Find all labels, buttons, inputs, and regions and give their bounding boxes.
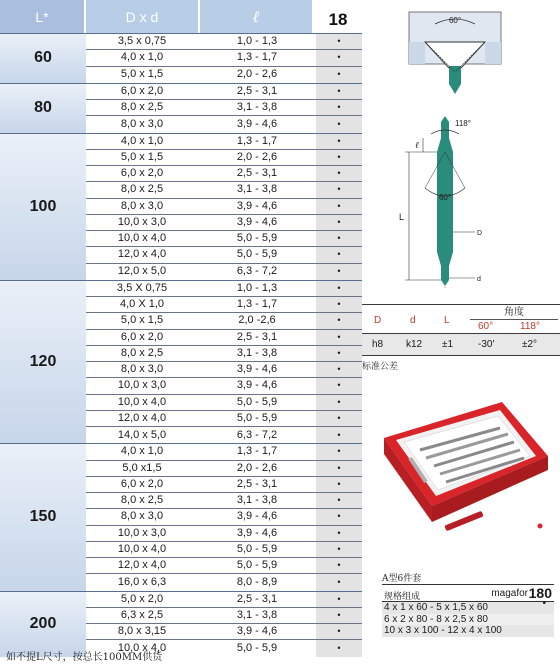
header-ell: ℓ [200, 0, 312, 33]
ell-cell: 2,5 - 3,1 [200, 330, 314, 345]
kit-brand: magafor [491, 588, 528, 599]
center-drill-diagram [395, 112, 505, 292]
availability-mark: • [316, 116, 362, 132]
ell-cell: 5,0 - 5,9 [200, 247, 314, 262]
tol-head-D: D [374, 315, 382, 326]
kit-availability-mark: • [542, 598, 546, 609]
header-length: L* [0, 0, 84, 33]
ell-cell: 1,3 - 1,7 [200, 444, 314, 459]
availability-mark: • [316, 166, 362, 181]
availability-mark: • [316, 427, 362, 443]
dxd-cell: 8,0 x 2,5 [86, 493, 198, 508]
tol-head-118: 118° [520, 321, 540, 332]
kit-info [382, 571, 554, 637]
table-row [86, 444, 362, 460]
availability-mark: • [316, 67, 362, 83]
availability-mark: • [316, 150, 362, 165]
dxd-cell: 12,0 x 4,0 [86, 558, 198, 573]
table-row [86, 542, 362, 558]
tolerance-header [362, 304, 560, 334]
label-diameter-D: D [477, 230, 483, 237]
table-row [86, 231, 362, 247]
availability-mark: • [316, 199, 362, 214]
label-diameter-d: d [477, 276, 481, 283]
table-row [86, 395, 362, 411]
ell-cell: 3,9 - 4,6 [200, 624, 314, 639]
ell-cell: 2,0 -2,6 [200, 313, 314, 328]
dxd-cell: 8,0 x 3,0 [86, 362, 198, 377]
ell-cell: 1,3 - 1,7 [200, 50, 314, 65]
kit-line-3: 10 x 3 x 100 - 12 x 4 x 100 [382, 625, 554, 637]
dxd-cell: 4,0 X 1,0 [86, 297, 198, 312]
table-row [86, 116, 362, 132]
tolerance-table [362, 304, 560, 372]
dxd-cell: 8,0 x 3,0 [86, 199, 198, 214]
table-row [86, 477, 362, 493]
dxd-cell: 10,0 x 4,0 [86, 542, 198, 557]
availability-mark: • [316, 378, 362, 393]
length-group-120 [0, 280, 362, 444]
table-row [86, 313, 362, 329]
availability-mark: • [316, 281, 362, 296]
tolerance-note: 标准公差 [362, 362, 399, 372]
availability-mark: • [316, 461, 362, 476]
availability-mark: • [316, 542, 362, 557]
header-col-18: 18 [314, 0, 362, 33]
length-cell: 200 [0, 592, 86, 657]
ell-cell: 2,0 - 2,6 [200, 150, 314, 165]
dxd-cell: 8,0 x 2,5 [86, 182, 198, 197]
table-row [86, 199, 362, 215]
tol-head-60: 60° [478, 321, 494, 332]
dxd-cell: 8,0 x 2,5 [86, 100, 198, 115]
availability-mark: • [316, 558, 362, 573]
availability-mark: • [316, 608, 362, 623]
dxd-cell: 6,0 x 2,0 [86, 330, 198, 345]
tol-head-divider [470, 319, 558, 320]
table-row [86, 411, 362, 427]
table-row [86, 100, 362, 116]
ell-cell: 3,1 - 3,8 [200, 608, 314, 623]
length-group-80 [0, 83, 362, 133]
dxd-cell: 10,0 x 3,0 [86, 526, 198, 541]
footnote: 如不提L尺寸，按总长100MM供货 [6, 652, 163, 663]
availability-mark: • [316, 395, 362, 410]
dxd-cell: 8,0 x 3,0 [86, 509, 198, 524]
ell-cell: 8,0 - 8,9 [200, 574, 314, 590]
table-row [86, 264, 362, 280]
dxd-cell: 10,0 x 4,0 [86, 395, 198, 410]
tol-val-d: k12 [406, 339, 423, 350]
table-row [86, 50, 362, 66]
availability-mark: • [316, 34, 362, 49]
availability-mark: • [316, 574, 362, 590]
label-ell: ℓ [415, 141, 419, 151]
angle-label-60: 60° [438, 193, 452, 202]
table-row [86, 150, 362, 166]
kit-line-2: 6 x 2 x 80 - 8 x 2,5 x 80 [382, 614, 554, 626]
ell-cell: 3,9 - 4,6 [200, 215, 314, 230]
kit-spec-label: 规格组成 [384, 592, 421, 602]
table-row [86, 493, 362, 509]
tol-head-d: d [410, 315, 416, 326]
table-row [86, 67, 362, 83]
dxd-cell: 3,5 x 0,75 [86, 34, 198, 49]
availability-mark: • [316, 444, 362, 459]
length-group-60 [0, 33, 362, 83]
label-length: L [399, 212, 405, 222]
dxd-cell: 8,0 x 2,5 [86, 346, 198, 361]
table-row [86, 297, 362, 313]
availability-mark: • [316, 592, 362, 607]
dxd-cell: 12,0 x 4,0 [86, 411, 198, 426]
dxd-cell: 5,0 x1,5 [86, 461, 198, 476]
availability-mark: • [316, 297, 362, 312]
ell-cell: 5,0 - 5,9 [200, 558, 314, 573]
dxd-cell: 6,0 x 2,0 [86, 84, 198, 99]
ell-cell: 3,9 - 4,6 [200, 526, 314, 541]
table-row [86, 182, 362, 198]
availability-mark: • [316, 84, 362, 99]
dxd-cell: 6,3 x 2,5 [86, 608, 198, 623]
availability-mark: • [316, 264, 362, 280]
ell-cell: 2,0 - 2,6 [200, 67, 314, 83]
dxd-cell: 5,0 x 1,5 [86, 67, 198, 83]
dxd-cell: 12,0 x 5,0 [86, 264, 198, 280]
dxd-cell: 5,0 x 2,0 [86, 592, 198, 607]
length-group-150 [0, 443, 362, 590]
availability-mark: • [316, 231, 362, 246]
table-row [86, 34, 362, 50]
dxd-cell: 8,0 x 3,0 [86, 116, 198, 132]
table-row [86, 84, 362, 100]
availability-mark: • [316, 493, 362, 508]
ell-cell: 5,0 - 5,9 [200, 395, 314, 410]
availability-mark: • [316, 509, 362, 524]
dxd-cell: 10,0 x 4,0 [86, 231, 198, 246]
tol-val-118: ±2° [522, 339, 538, 350]
ell-cell: 3,1 - 3,8 [200, 100, 314, 115]
table-header [0, 0, 362, 33]
tol-head-angle: 角度 [504, 307, 524, 318]
ell-cell: 1,3 - 1,7 [200, 297, 314, 312]
tol-val-D: h8 [372, 339, 384, 350]
availability-mark: • [316, 134, 362, 149]
dxd-cell: 3,5 X 0,75 [86, 281, 198, 296]
table-row [86, 281, 362, 297]
ell-cell: 3,9 - 4,6 [200, 362, 314, 377]
availability-mark: • [316, 526, 362, 541]
table-row [86, 134, 362, 150]
ell-cell: 3,9 - 4,6 [200, 378, 314, 393]
length-cell: 120 [0, 281, 86, 444]
ell-cell: 2,5 - 3,1 [200, 477, 314, 492]
availability-mark: • [316, 215, 362, 230]
table-row [86, 362, 362, 378]
table-body [0, 33, 362, 657]
table-row [86, 509, 362, 525]
length-cell: 100 [0, 134, 86, 280]
ell-cell: 1,0 - 1,3 [200, 281, 314, 296]
ell-cell: 6,3 - 7,2 [200, 427, 314, 443]
ell-cell: 3,1 - 3,8 [200, 182, 314, 197]
dxd-cell: 4,0 x 1,0 [86, 134, 198, 149]
ell-cell: 3,1 - 3,8 [200, 493, 314, 508]
table-row [86, 166, 362, 182]
header-diameters: D x d [86, 0, 198, 33]
table-row [86, 427, 362, 443]
ell-cell: 3,9 - 4,6 [200, 116, 314, 132]
dxd-cell: 4,0 x 1,0 [86, 50, 198, 65]
availability-mark: • [316, 50, 362, 65]
tol-head-L: L [444, 315, 450, 326]
dxd-cell: 10,0 x 3,0 [86, 378, 198, 393]
length-group-200 [0, 591, 362, 657]
availability-mark: • [316, 330, 362, 345]
table-row [86, 624, 362, 640]
angle-label-118: 118° [455, 119, 471, 128]
length-cell: 60 [0, 34, 86, 83]
ell-cell: 2,5 - 3,1 [200, 84, 314, 99]
dxd-cell: 14,0 x 5,0 [86, 427, 198, 443]
dxd-cell: 6,0 x 2,0 [86, 477, 198, 492]
angle-label-60-top: 60° [448, 16, 462, 25]
countersink-diagram [405, 10, 505, 100]
dxd-cell: 8,0 x 3,15 [86, 624, 198, 639]
table-row [86, 526, 362, 542]
ell-cell: 2,5 - 3,1 [200, 166, 314, 181]
dxd-cell: 5,0 x 1,5 [86, 313, 198, 328]
dxd-cell: 12,0 x 4,0 [86, 247, 198, 262]
table-row [86, 574, 362, 590]
table-row [86, 461, 362, 477]
dxd-cell: 16,0 x 6,3 [86, 574, 198, 590]
availability-mark: • [316, 640, 362, 656]
ell-cell: 5,0 - 5,9 [200, 542, 314, 557]
ell-cell: 1,0 - 1,3 [200, 34, 314, 49]
kit-line-1: 4 x 1 x 60 - 5 x 1,5 x 60 [382, 602, 554, 614]
availability-mark: • [316, 182, 362, 197]
kit-title: A型6件套 [382, 571, 554, 585]
kit-header-bar [382, 585, 554, 602]
dxd-cell: 4,0 x 1,0 [86, 444, 198, 459]
tolerance-values [362, 334, 560, 356]
length-cell: 150 [0, 444, 86, 590]
dxd-cell: 10,0 x 4,0 [86, 640, 198, 656]
ell-cell: 3,9 - 4,6 [200, 509, 314, 524]
availability-mark: • [316, 346, 362, 361]
ell-cell: 3,9 - 4,6 [200, 199, 314, 214]
table-row [86, 215, 362, 231]
availability-mark: • [316, 100, 362, 115]
table-row [86, 247, 362, 263]
table-row [86, 378, 362, 394]
availability-mark: • [316, 411, 362, 426]
table-row [86, 592, 362, 608]
ell-cell: 1,3 - 1,7 [200, 134, 314, 149]
ell-cell: 6,3 - 7,2 [200, 264, 314, 280]
ell-cell: 5,0 - 5,9 [200, 231, 314, 246]
table-row [86, 346, 362, 362]
availability-mark: • [316, 624, 362, 639]
tol-val-60: -30′ [478, 339, 495, 350]
ell-cell: 5,0 - 5,9 [200, 640, 314, 656]
availability-mark: • [316, 247, 362, 262]
table-row [86, 558, 362, 574]
kit-number: 180 [528, 585, 552, 601]
ell-cell: 5,0 - 5,9 [200, 411, 314, 426]
dxd-cell: 6,0 x 2,0 [86, 166, 198, 181]
dxd-cell: 5,0 x 1,5 [86, 150, 198, 165]
ell-cell: 3,1 - 3,8 [200, 346, 314, 361]
ell-cell: 2,0 - 2,6 [200, 461, 314, 476]
table-row [86, 330, 362, 346]
length-cell: 80 [0, 84, 86, 133]
tool-case-photo [380, 398, 550, 563]
table-row [86, 608, 362, 624]
availability-mark: • [316, 313, 362, 328]
availability-mark: • [316, 477, 362, 492]
ell-cell: 2,5 - 3,1 [200, 592, 314, 607]
availability-mark: • [316, 362, 362, 377]
dxd-cell: 10,0 x 3,0 [86, 215, 198, 230]
length-group-100 [0, 133, 362, 280]
tol-val-L: ±1 [442, 339, 454, 350]
